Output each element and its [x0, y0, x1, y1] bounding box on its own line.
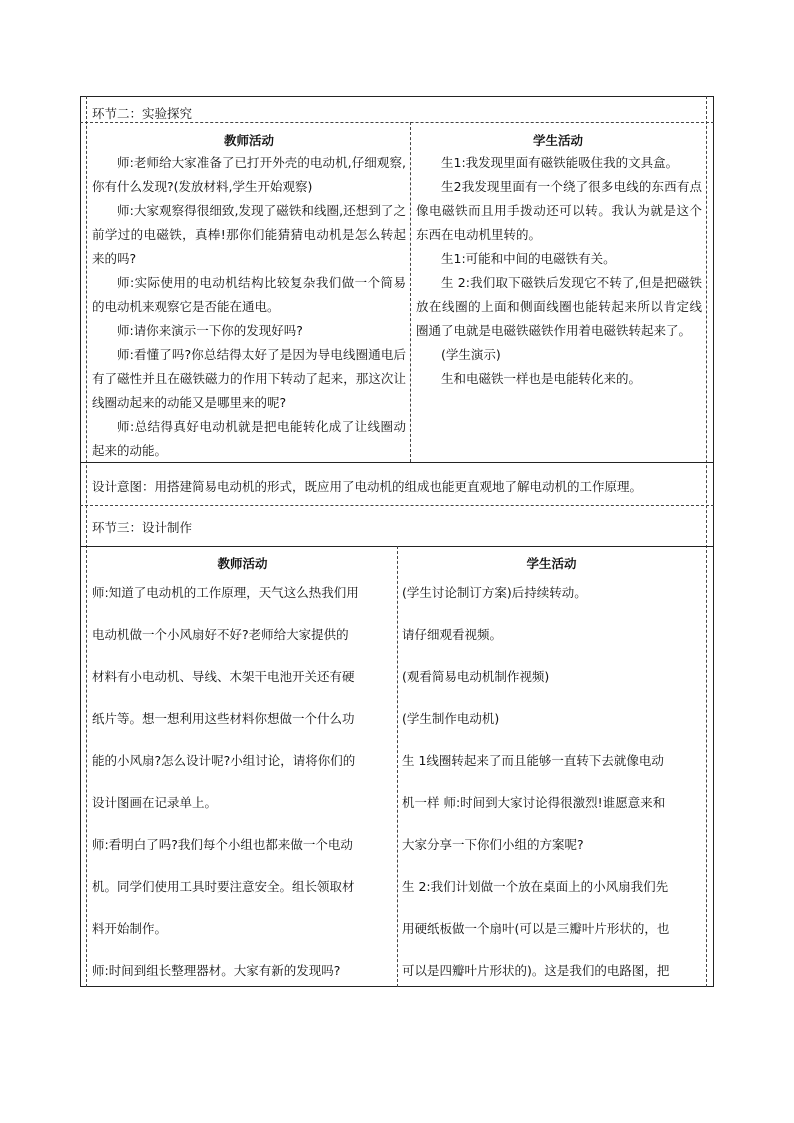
student-activity	[402, 572, 704, 992]
student-header: 学生活动	[526, 556, 577, 571]
text-line: 材料有小电动机、导线、木架干电池开关还有硬	[92, 669, 355, 684]
text-line: 电动机做一个小风扇好不好?老师给大家提供的	[92, 627, 349, 642]
student-activity	[416, 151, 702, 391]
text-line: (学生讨论制订方案)后持续转动。	[402, 585, 587, 600]
column-divider	[397, 546, 398, 987]
text-line: 师:时间到组长整理器材。大家有新的发现吗?	[92, 963, 341, 978]
teacher-header: 教师活动	[217, 556, 268, 571]
teacher-activity	[92, 151, 406, 463]
paragraph: 师:实际使用的电动机结构比较复杂我们做一个简易的电动机来观察它是否能在通电。	[92, 275, 406, 314]
teacher-header: 教师活动	[223, 133, 274, 148]
text-line: 机一样 师:时间到大家讨论得很激烈!谁愿意来和	[402, 795, 666, 810]
paragraph: 师:大家观察得很细致,发现了磁铁和线圈,还想到了之前学过的电磁铁，真棒!那你们能猜猜电动机是怎么转起来的吗?	[92, 203, 406, 266]
text-line: (学生制作电动机)	[402, 711, 500, 726]
paragraph: 生1:可能和中间的电磁铁有关。	[441, 251, 616, 266]
section-title: 环节二：实验探究	[92, 106, 193, 121]
text-line: (观看简易电动机制作视频)	[402, 669, 550, 684]
paragraph: 生2我发现里面有一个绕了很多电线的东西有点像电磁铁而且用手拨动还可以转。我认为就是这个东西在电动机里转的。	[416, 179, 702, 242]
paragraph: 生 2:我们取下磁铁后发现它不转了,但是把磁铁放在线圈的上面和侧面线圈也能转起来所以肯定线圈通了电就是电磁铁磁铁作用着电磁铁转起来了。	[416, 275, 702, 338]
right-dashed-rule	[706, 96, 707, 987]
teacher-activity	[92, 572, 394, 992]
row-rule	[80, 505, 714, 506]
text-line: 生 1线圈转起来了而且能够一直转下去就像电动	[402, 753, 664, 768]
text-line: 设计图画在记录单上。	[92, 795, 218, 810]
text-line: 能的小风扇?怎么设计呢?小组讨论，请将你们的	[92, 753, 356, 768]
section-title: 环节三：设计制作	[92, 520, 193, 535]
text-line: 师:知道了电动机的工作原理，天气这么热我们用	[92, 585, 359, 600]
row-rule	[80, 122, 714, 123]
text-line: 师:看明白了吗?我们每个小组也都来做一个电动	[92, 837, 353, 852]
text-line: 用硬纸板做一个扇叶(可以是三瓣叶片形状的，也	[402, 921, 670, 936]
paragraph: 生和电磁铁一样也是电能转化来的。	[441, 371, 642, 386]
paragraph: 生1:我发现里面有磁铁能吸住我的文具盒。	[441, 155, 679, 170]
design-intent: 设计意图：用搭建简易电动机的形式，既应用了电动机的组成也能更直观地了解电动机的工作原理。	[92, 479, 643, 494]
paragraph: 师:看懂了吗?你总结得太好了是因为导电线圈通电后有了磁性并且在磁铁磁力的作用下转动了起来，那这次让线圈动起来的动能又是哪里来的呢?	[92, 347, 406, 410]
text-line: 大家分享一下你们小组的方案呢?	[402, 837, 584, 852]
paragraph: 师:请你来演示一下你的发现好吗?	[117, 323, 303, 338]
student-header: 学生活动	[532, 133, 583, 148]
paragraph: (学生演示)	[441, 347, 501, 362]
text-line: 生 2:我们计划做一个放在桌面上的小风扇我们先	[402, 879, 669, 894]
text-line: 机。同学们使用工具时要注意安全。组长领取材	[92, 879, 355, 894]
paragraph: 师:总结得真好电动机就是把电能转化成了让线圈动起来的动能。	[92, 419, 406, 458]
column-divider	[410, 122, 411, 462]
text-line: 请仔细观看视频。	[402, 627, 503, 642]
text-line: 纸片等。想一想利用这些材料你想做一个什么功	[92, 711, 355, 726]
left-dashed-rule	[86, 96, 87, 987]
paragraph: 师:老师给大家准备了已打开外壳的电动机,仔细观察,你有什么发现?(发放材料,学生开始观察)	[92, 155, 406, 194]
text-line: 可以是四瓣叶片形状的)。这是我们的电路图，把	[402, 963, 670, 978]
text-line: 料开始制作。	[92, 921, 168, 936]
